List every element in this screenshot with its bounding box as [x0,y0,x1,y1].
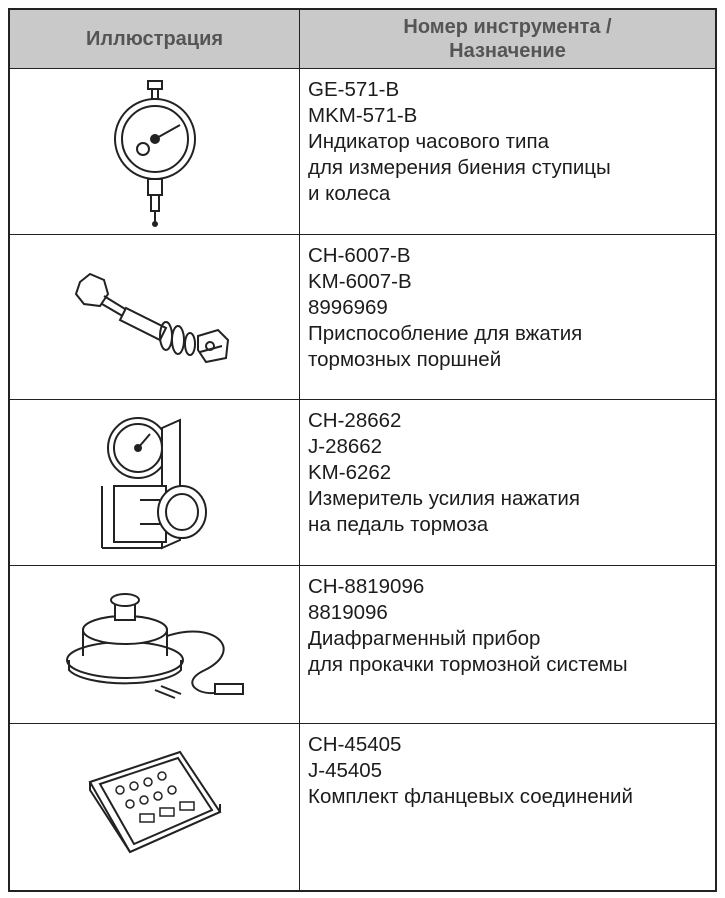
tool-number: GE-571-B [308,78,400,101]
header-number-line2: Назначение [449,40,566,62]
tool-number: MKM-571-B [308,104,418,127]
tool-number: CH-28662 [308,409,402,432]
tool-description: Измеритель усилия нажатия [308,487,580,510]
tool-number: 8819096 [308,601,388,624]
diaphragm-bleeder-icon [55,580,255,710]
tool-description: для измерения биения ступицы [308,156,611,179]
tool-number: KM-6007-B [308,270,412,293]
piston-compressor-icon [60,262,250,372]
tool-description: для прокачки тормозной системы [308,653,628,676]
tool-description: и колеса [308,182,391,205]
header-number [300,10,715,68]
flange-kit-case-icon [80,742,230,872]
tool-description: Приспособление для вжатия [308,322,583,345]
pedal-force-gauge-icon [90,408,220,558]
dial-indicator-icon [100,77,210,227]
tool-description: Индикатор часового типа [308,130,549,153]
tool-description: на педаль тормоза [308,513,489,536]
tool-number: CH-45405 [308,733,402,756]
table-row [10,565,715,723]
tools-table [8,8,717,892]
tool-number: J-28662 [308,435,383,458]
tool-number: KM-6262 [308,461,392,484]
tool-description: тормозных поршней [308,348,502,371]
tool-number: J-45405 [308,759,383,782]
tool-description: Диафрагменный прибор [308,627,541,650]
header-illustration: Иллюстрация [10,10,300,68]
header-number-line1: Номер инструмента / [403,16,612,38]
tool-number: CH-8819096 [308,575,425,598]
table-row [10,399,715,565]
tool-number: CH-6007-B [308,244,411,267]
tool-description: Комплект фланцевых соединений [308,785,633,808]
table-row [10,234,715,399]
table-header [10,10,715,68]
table-row [10,68,715,234]
table-row [10,723,715,890]
tool-number: 8996969 [308,296,388,319]
